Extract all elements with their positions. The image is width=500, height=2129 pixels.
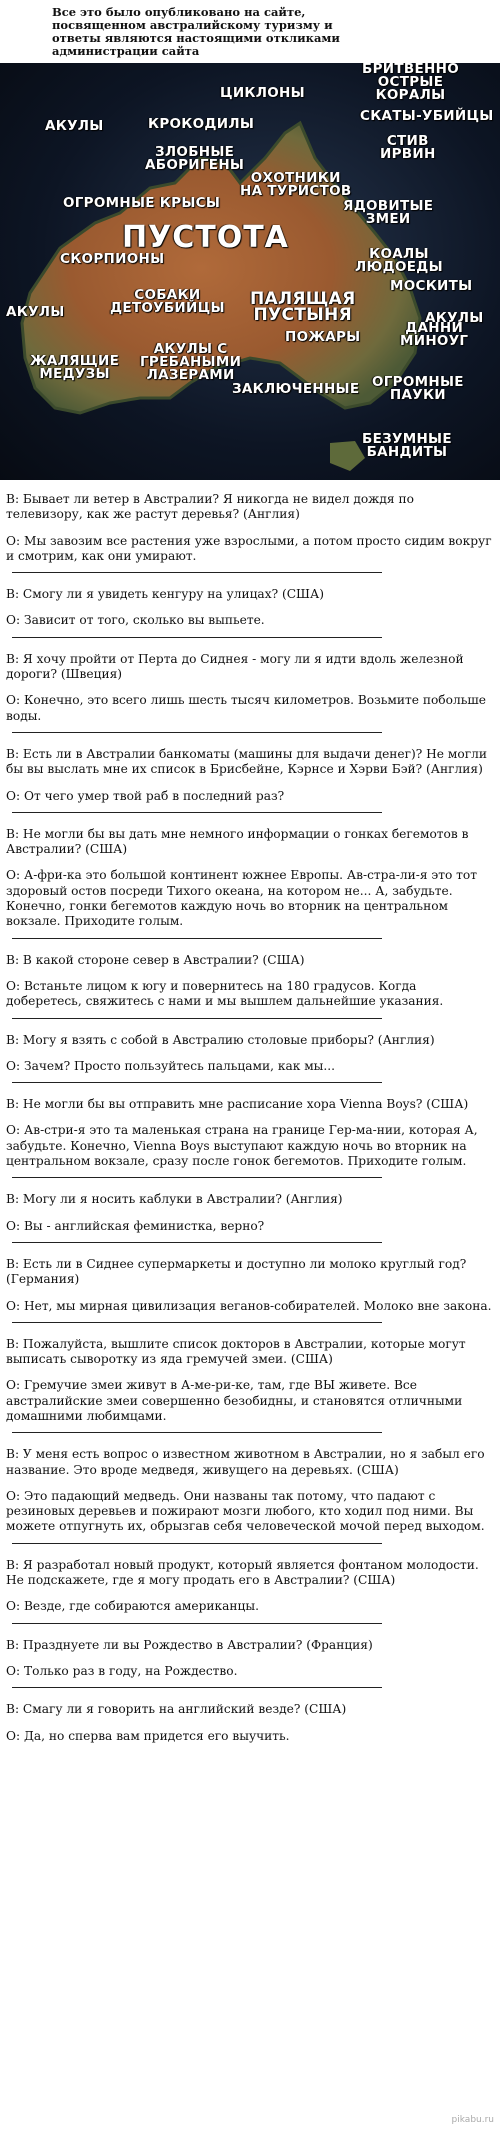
divider xyxy=(12,1432,382,1433)
divider xyxy=(12,812,382,813)
question: В: У меня есть вопрос о известном животном в Австралии, но я забыл его название. Это вроде медведя, живущего на деревьях. (США) xyxy=(6,1447,485,1477)
label-poison-snakes: ЯДОВИТЫЕ ЗМЕИ xyxy=(343,198,434,227)
divider xyxy=(12,637,382,638)
qa-entry xyxy=(0,1638,500,1689)
qa-entry xyxy=(0,747,500,813)
qa-entry xyxy=(0,587,500,638)
question: В: Не могли бы вы отправить мне расписание хора Vienna Boys? (США) xyxy=(6,1097,469,1112)
label-evil-aborigines: ЗЛОБНЫЕ АБОРИГЕНЫ xyxy=(145,144,245,173)
label-mosquitoes: МОСКИТЫ xyxy=(390,278,473,294)
label-sharks-w: АКУЛЫ xyxy=(6,304,65,320)
label-crocodiles: КРОКОДИЛЫ xyxy=(148,116,255,132)
answer: О: Мы завозим все растения уже взрослыми, а потом просто сидим вокруг и смотрим, как они умирают. xyxy=(6,533,492,563)
question: В: В какой стороне север в Австралии? (США) xyxy=(6,952,305,967)
label-giant-spiders: ОГРОМНЫЕ ПАУКИ xyxy=(372,374,464,403)
qa-entry xyxy=(0,1558,500,1624)
question: В: Не могли бы вы дать мне немного информации о гонках бегемотов в Австралии? (США) xyxy=(6,826,469,857)
qa-list xyxy=(0,492,500,1752)
intro-text: Все это было опубликовано на сайте, посвященном австралийскому туризму и ответы являются настоящими откликами администрации сайта xyxy=(52,5,340,58)
qa-entry xyxy=(0,652,500,733)
qa-entry xyxy=(0,827,500,939)
answer: О: Зависит от того, сколько вы выпьете. xyxy=(6,613,265,628)
answer: О: Гремучие змеи живут в А-ме-ри-ке, там, где ВЫ живете. Все австралийские змеи совершенно безобидны, и становятся отличными домашними любимцами. xyxy=(6,1378,463,1423)
divider xyxy=(12,1543,382,1544)
label-giant-rats: ОГРОМНЫЕ КРЫСЫ xyxy=(63,195,221,211)
answer: О: От чего умер твой раб в последний раз? xyxy=(6,788,285,803)
australia-map xyxy=(0,63,500,480)
answer: О: Ав-стри-я это та маленькая страна на границе Гер-ма-нии, которая А, забудьте. Конечно, Vienna Boys выступают каждую ночь во вторник на центральном вокзале, сразу после гонок бегемотов. Приходите голым. xyxy=(6,1123,478,1169)
divider xyxy=(12,1687,382,1688)
answer: О: Только раз в году, на Рождество. xyxy=(6,1663,238,1678)
label-laser-sharks: АКУЛЫ С ГРЕБАНЫМИ ЛАЗЕРАМИ xyxy=(140,341,242,383)
answer: О: Нет, мы мирная цивилизация веганов-собирателей. Молоко вне закона. xyxy=(6,1298,492,1313)
answer: О: Везде, где собираются американцы. xyxy=(6,1599,259,1614)
answer: О: Конечно, это всего лишь шесть тысяч километров. Возьмите побольше воды. xyxy=(6,693,486,723)
label-tourist-hunters: ОХОТНИКИ НА ТУРИСТОВ xyxy=(240,170,352,199)
label-cyclones: ЦИКЛОНЫ xyxy=(220,85,305,101)
label-void: ПУСТОТА xyxy=(122,220,289,255)
label-danny-minogue: ДАННИ МИНОУГ xyxy=(400,320,469,349)
divider xyxy=(12,1322,382,1323)
label-scorching-desert: ПАЛЯЩАЯ ПУСТЫНЯ xyxy=(250,289,356,325)
qa-entry xyxy=(0,953,500,1019)
divider xyxy=(12,1177,382,1178)
divider xyxy=(12,1623,382,1624)
question: В: Пожалуйста, вышлите список докторов в Австралии, которые могут выписать сыворотку из яда гремучей змеи. (США) xyxy=(6,1336,466,1367)
label-steve-irwin: СТИВ ИРВИН xyxy=(380,133,436,162)
divider xyxy=(12,572,382,573)
qa-entry xyxy=(0,492,500,573)
label-sharks-e: АКУЛЫ xyxy=(425,310,484,326)
question: В: Могу ли я носить каблуки в Австралии? (Англия) xyxy=(6,1192,343,1207)
qa-entry xyxy=(0,1337,500,1433)
label-killer-rays: СКАТЫ-УБИЙЦЫ xyxy=(360,108,494,124)
answer: О: Зачем? Просто пользуйтесь пальцами, как мы... xyxy=(6,1058,336,1073)
answer: О: А-фри-ка это большой континент южнее Европы. Ав-стра-ли-я это тот здоровый остов посреди Тихого океана, на котором не... А, забудьте. Конечно, гонки бегемотов каждую ночь во вторник на центральном вокзале. Приходите голым. xyxy=(6,868,477,929)
question: В: Я разработал новый продукт, который является фонтаном молодости. Не подскажете, где я могу продать его в Австралии? (США) xyxy=(6,1557,479,1588)
answer: О: Да, но сперва вам придется его выучить. xyxy=(6,1728,290,1743)
question: В: Есть ли в Австралии банкоматы (машины для выдачи денег)? Не могли бы вы выслать мне их список в Брисбейне, Кэрнсе и Хэрви Бэй? (Англия) xyxy=(6,746,487,777)
question: В: Смогу ли я увидеть кенгуру на улицах? (США) xyxy=(6,587,324,602)
answer: О: Это падающий медведь. Они названы так потому, что падают с резиновых деревьев и пожирают мозги любого, кто ходил под ними. Вы можете отпугнуть их, обрызгав себя человеческой мочой перед выходом. xyxy=(6,1488,485,1534)
label-koala-cannibals: КОАЛЫ ЛЮДОЕДЫ xyxy=(355,246,443,275)
qa-entry xyxy=(0,1097,500,1178)
qa-entry xyxy=(0,1702,500,1744)
divider xyxy=(12,938,382,939)
label-fires: ПОЖАРЫ xyxy=(285,329,361,345)
qa-entry xyxy=(0,1033,500,1084)
qa-entry xyxy=(0,1257,500,1323)
label-convicts: ЗАКЛЮЧЕННЫЕ xyxy=(232,381,360,397)
question: В: Могу я взять с собой в Австралию столовые приборы? (Англия) xyxy=(6,1032,435,1047)
label-jellyfish: ЖАЛЯЩИЕ МЕДУЗЫ xyxy=(30,353,120,382)
qa-entry xyxy=(0,1447,500,1543)
question: В: Есть ли в Сиднее супермаркеты и доступно ли молоко круглый год? (Германия) xyxy=(6,1256,467,1287)
question: В: Празднуете ли вы Рождество в Австралии? (Франция) xyxy=(6,1637,373,1652)
label-sharks-nw: АКУЛЫ xyxy=(45,118,104,134)
answer: О: Вы - английская феминистка, верно? xyxy=(6,1218,265,1233)
qa-entry xyxy=(0,1192,500,1243)
question: В: Бывает ли ветер в Австралии? Я никогда не видел дождя по телевизору, как же растут деревья? (Англия) xyxy=(6,492,414,522)
label-razor-corals: БРИТВЕННО ОСТРЫЕ КОРАЛЫ xyxy=(362,63,459,103)
label-dingos: СОБАКИ ДЕТОУБИЙЦЫ xyxy=(110,287,225,316)
label-scorpions: СКОРПИОНЫ xyxy=(60,251,165,267)
divider xyxy=(12,1242,382,1243)
answer: О: Встаньте лицом к югу и повернитесь на 180 градусов. Когда доберетесь, свяжитесь с нами и мы вышлем дальнейшие указания. xyxy=(6,978,444,1009)
question: В: Смагу ли я говорить на английский везде? (США) xyxy=(6,1702,347,1717)
watermark: pikabu.ru xyxy=(451,2115,494,2125)
divider xyxy=(12,1082,382,1083)
label-mad-bandits: БЕЗУМНЫЕ БАНДИТЫ xyxy=(362,431,452,460)
divider xyxy=(12,732,382,733)
question: В: Я хочу пройти от Перта до Сиднея - могу ли я идти вдоль железной дороги? (Швеция) xyxy=(6,651,464,682)
divider xyxy=(12,1018,382,1019)
